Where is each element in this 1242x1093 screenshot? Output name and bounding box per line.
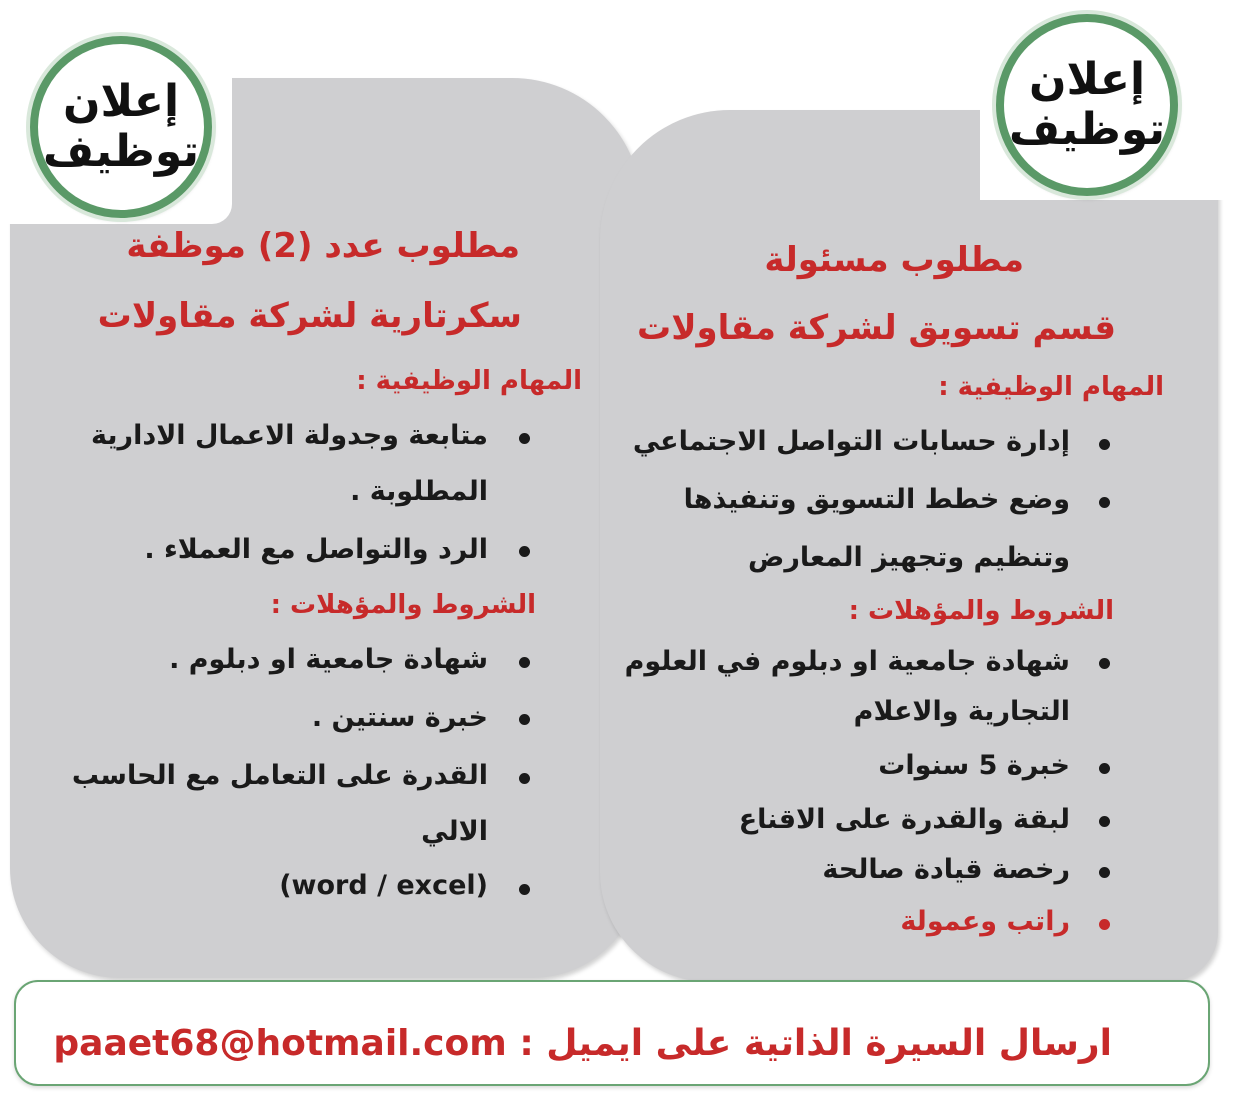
right-cond-bullet-3 [1099, 816, 1110, 827]
right-cond-2: خبرة 5 سنوات [878, 750, 1070, 781]
left-task-2: الرد والتواصل مع العملاء . [144, 534, 488, 565]
left-conditions-heading: الشروط والمؤهلات : [270, 590, 536, 620]
left-task-1-cont: المطلوبة . [350, 476, 488, 507]
left-cond-3-cont: الالي [421, 816, 488, 847]
left-cond-bullet-3 [519, 773, 530, 784]
right-cond-bullet-1 [1099, 658, 1110, 669]
left-tasks-heading: المهام الوظيفية : [356, 366, 582, 396]
badge-left-line2: توظيف [43, 126, 199, 177]
left-cond-2: خبرة سنتين . [311, 702, 488, 733]
right-task-1: إدارة حسابات التواصل الاجتماعي [632, 426, 1070, 457]
left-cond-bullet-2 [519, 714, 530, 725]
hiring-badge-right [996, 14, 1178, 196]
right-task-2: وضع خطط التسويق وتنفيذها [683, 484, 1070, 515]
left-cond-3: القدرة على التعامل مع الحاسب [71, 760, 488, 791]
left-task-bullet-2 [519, 546, 530, 557]
right-cond-3: لبقة والقدرة على الاقناع [738, 804, 1070, 835]
left-cond-bullet-1 [519, 657, 530, 668]
left-task-1: متابعة وجدولة الاعمال الادارية [91, 420, 488, 451]
left-task-bullet-1 [519, 433, 530, 444]
right-task-2-cont: وتنظيم وتجهيز المعارض [748, 542, 1070, 573]
left-title-line1: مطلوب عدد (2) موظفة [126, 226, 520, 266]
badge-left-line1: إعلان [62, 76, 180, 127]
right-cond-4: رخصة قيادة صالحة [822, 854, 1070, 885]
footer-email-text: ارسال السيرة الذاتية على ايميل : paaet68@hotmail.com [53, 1023, 1112, 1064]
right-cond-1-cont: التجارية والاعلام [853, 696, 1070, 727]
left-title-line2: سكرتارية لشركة مقاولات [97, 296, 522, 336]
right-title-line2: قسم تسويق لشركة مقاولات [637, 308, 1116, 348]
badge-right-line1: إعلان [1028, 54, 1146, 105]
left-cond-4: (word / excel) [279, 870, 488, 901]
right-cond-5: راتب وعمولة [900, 906, 1070, 937]
right-task-bullet-1 [1099, 439, 1110, 450]
right-cond-bullet-5 [1099, 919, 1110, 930]
right-cond-bullet-4 [1099, 867, 1110, 878]
hiring-badge-left [30, 36, 212, 218]
right-title-line1: مطلوب مسئولة [764, 240, 1024, 280]
right-cond-bullet-2 [1099, 763, 1110, 774]
right-conditions-heading: الشروط والمؤهلات : [848, 596, 1114, 626]
badge-right-line2: توظيف [1009, 104, 1165, 155]
left-cond-1: شهادة جامعية او دبلوم . [169, 644, 488, 675]
right-task-bullet-2 [1099, 497, 1110, 508]
left-cond-bullet-4 [519, 884, 530, 895]
right-cond-1: شهادة جامعية او دبلوم في العلوم [624, 646, 1070, 677]
right-tasks-heading: المهام الوظيفية : [938, 372, 1164, 402]
